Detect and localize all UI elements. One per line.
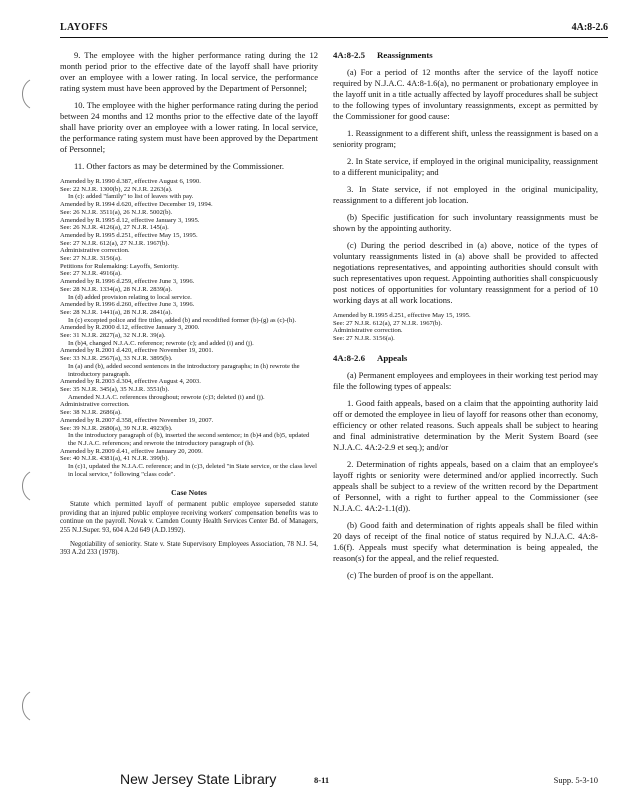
right-column	[333, 50, 598, 587]
history-line: See: 35 N.J.R. 345(a), 35 N.J.R. 3551(b).	[60, 385, 170, 393]
history-line: Amended by R.1995 d.12, effective January 3, 1995.	[60, 216, 200, 224]
section-title: Reassignments	[377, 50, 433, 60]
history-line: See: 38 N.J.R. 2686(a).	[60, 409, 122, 417]
history-line: Amended by R.1995 d.251, effective May 15, 1995.	[333, 312, 471, 319]
supplement-date: Supp. 5-3-10	[553, 775, 598, 785]
history-line: In the introductory paragraph of (b), inserted the second sentence; in (b)4 and (b)5, updated the N.J.A.C. references; and rewrote the introductory paragraph of (h).	[68, 432, 310, 447]
history-line: Administrative correction.	[60, 401, 130, 409]
reassign-para-b: (b) Specific justification for such involuntary reassignments must be shown by the appointing authority.	[333, 212, 598, 233]
reassign-history	[333, 312, 598, 343]
reassign-para-c: (c) During the period described in (a) above, notice of the types of voluntary reassignments listed in (a) above shall be provided to affected negotiations representatives, and appointing authorities should consult with such representatives upon request. Appointing authorities shall conspicuously post notices of opportunities for voluntary reassignment for a period of 10 working days at all work locations.	[333, 240, 598, 305]
history-line: See: 22 N.J.R. 1300(b), 22 N.J.R. 2263(a).	[60, 185, 173, 193]
history-line: Amended by R.1990 d.387, effective August 6, 1990.	[60, 178, 201, 185]
history-line: See: 26 N.J.R. 3511(a), 26 N.J.R. 5002(b).	[60, 208, 173, 216]
history-line: Administrative correction.	[333, 327, 403, 335]
library-logo: New Jersey State Library	[120, 771, 277, 787]
history-line: Amended by R.1995 d.251, effective May 15, 1995.	[60, 231, 198, 239]
history-line: See: 27 N.J.R. 3156(a).	[333, 335, 395, 343]
history-line: Amended N.J.A.C. references throughout; rewrote (c)3; deleted (i) and (j).	[68, 393, 265, 401]
history-line: In (c)1, updated the N.J.A.C. reference; and in (c)3, deleted "in State service, or the class level in local service," following "class code".	[68, 463, 317, 478]
history-line: Administrative correction.	[60, 247, 130, 255]
history-line: Amended by R.1996 d.260, effective June 3, 1996.	[60, 301, 195, 309]
history-line: See: 28 N.J.R. 1334(a), 28 N.J.R. 2839(a).	[60, 285, 173, 293]
history-line: See: 33 N.J.R. 2567(a), 33 N.J.R. 3895(b).	[60, 355, 173, 363]
binding-hole-mark-icon	[16, 470, 36, 502]
history-line: In (c) excepted police and fire titles, added (b) and recodified former (b)-(g) as (c)-(h).	[68, 316, 297, 324]
case-note: Negotiability of seniority. State v. State Supervisory Employees Association, 78 N.J. 54, 393 A.2d 233 (1978).	[60, 541, 318, 557]
history-line: See: 26 N.J.R. 4126(a), 27 N.J.R. 145(a).	[60, 224, 169, 232]
appeals-para-c: (c) The burden of proof is on the appellant.	[347, 569, 494, 580]
section-number: 4A:8-2.5	[333, 50, 366, 60]
history-line: Petitions for Rulemaking: Layoffs, Seniority.	[60, 262, 179, 270]
reassign-item-3: 3. In State service, if not employed in the original municipality, reassignment to a different job location.	[333, 184, 598, 205]
history-line: Amended by R.2001 d.420, effective November 19, 2001.	[60, 347, 214, 355]
running-header	[60, 22, 608, 36]
appeals-para-b: (b) Good faith and determination of rights appeals shall be filed within 20 days of receipt of the final notice of status required by N.J.A.C. 4A:8-1.6(f). Appeals must specify what determination is being appealed, the reason(s) for the appeal, and the relief requested.	[333, 519, 598, 563]
appeals-para-a: (a) Permanent employees and employees in their working test period may file the following types of appeals:	[333, 369, 598, 391]
history-line: See: 27 N.J.R. 3156(a).	[60, 255, 122, 263]
rule-item-11: 11. Other factors as may be determined by the Commissioner.	[74, 161, 285, 171]
history-line: See: 40 N.J.R. 4381(a), 41 N.J.R. 399(b).	[60, 455, 170, 463]
section-heading-appeals	[333, 353, 598, 363]
case-note: Statute which permitted layoff of permanent public employee superseded statute providing that an injured public employee receiving workers' compensation benefits was to continue on the payroll. Novak v. Camden County Health Services Center Bd. of Managers, 255 N.J.Super. 93, 604 A.2d 649 (A.D.1992).	[60, 501, 318, 534]
history-line: In (c): added "family" to list of leaves with pay.	[68, 193, 194, 201]
section-number: 4A:8-2.6	[333, 352, 366, 363]
history-line: In (b)4, changed N.J.A.C. reference; rewrote (c); and added (i) and (j).	[68, 339, 254, 347]
rule-item-10: 10. The employee with the higher performance rating during the period between 24 months and 12 months prior to the effective date of the layoff shall have priority over an employee with a lower rating. In local service, the performance rating system must have been approved by the Department of Personnel;	[60, 100, 318, 154]
history-line: Amended by R.2007 d.358, effective November 19, 2007.	[60, 416, 214, 424]
section-heading-reassignments	[333, 50, 598, 60]
reassign-item-1: 1. Reassignment to a different shift, unless the reassignment is based on a seniority program;	[333, 128, 598, 149]
header-title: LAYOFFS	[60, 22, 108, 33]
history-line: Amended by R.2003 d.304, effective August 4, 2003.	[60, 378, 201, 386]
appeals-item-1: 1. Good faith appeals, based on a claim that the appointing authority laid off or demoted the employee in lieu of layoff for reasons other than economy, efficiency or other related reasons. Such appeals shall be subject to hearing and final administrative determination by the Merit System Board (see N.J.A.C. 4A:2-2.9 et seq.); and/or	[333, 397, 598, 452]
history-line: See: 39 N.J.R. 2680(a), 39 N.J.R. 4923(b).	[60, 424, 173, 432]
appeals-item-2: 2. Determination of rights appeals, based on a claim that an employee's layoff rights or seniority were determined and/or applied incorrectly. Such appeals shall be subject to a review of the written record by the Department of Personnel, with a right to further appeal to the Commissioner (see N.J.A.C. 4A:2-1.1(d)).	[333, 458, 598, 513]
history-line: In (d) added provision relating to local service.	[68, 293, 192, 301]
history-line: Amended by R.2000 d.12, effective January 3, 2000.	[60, 324, 200, 332]
history-notes	[60, 178, 318, 478]
history-line: Amended by R.1996 d.259, effective June 3, 1996.	[60, 278, 195, 286]
case-notes-heading: Case Notes	[171, 488, 207, 498]
history-line: Amended by R.1994 d.620, effective December 19, 1994.	[60, 201, 213, 209]
history-line: See: 27 N.J.R. 612(a), 27 N.J.R. 1967(b).	[60, 239, 170, 247]
header-section-ref: 4A:8-2.6	[571, 22, 608, 33]
history-line: See: 27 N.J.R. 612(a), 27 N.J.R. 1967(b).	[333, 319, 443, 327]
history-line: See: 31 N.J.R. 2827(a), 32 N.J.R. 39(a).	[60, 332, 166, 340]
section-title: Appeals	[377, 352, 408, 363]
history-line: In (a) and (b), added second sentences in the introductory paragraphs; in (h) rewrote the introductory paragraph.	[68, 362, 300, 378]
header-rule	[60, 37, 608, 38]
left-column	[60, 50, 318, 564]
binding-hole-mark-icon	[16, 78, 36, 110]
binding-hole-mark-icon	[16, 690, 36, 722]
history-line: See: 28 N.J.R. 1441(a), 28 N.J.R. 2841(a).	[60, 308, 173, 316]
history-line: Amended by R.2009 d.41, effective January 20, 2009.	[60, 447, 203, 455]
history-line: See: 27 N.J.R. 4916(a).	[60, 270, 122, 278]
reassign-item-2: 2. In State service, if employed in the original municipality, reassignment to a different municipality; and	[333, 156, 598, 177]
page-number: 8-11	[314, 775, 330, 785]
rule-item-9: 9. The employee with the higher performance rating during the 12 month period prior to the effective date of the layoff shall have priority over an employee with a lower rating. In local service, the performance rating system must have been approved by the Department of Personnel;	[60, 50, 318, 93]
reassign-para-a: (a) For a period of 12 months after the service of the layoff notice required by N.J.A.C. 4A:8-1.6(a), no permanent or probationary employee in the layoff unit in a title actually affected by layoff procedures shall be subject to the following types of involuntary reassignments, except as permitted by the Commissioner for good cause:	[333, 67, 598, 121]
